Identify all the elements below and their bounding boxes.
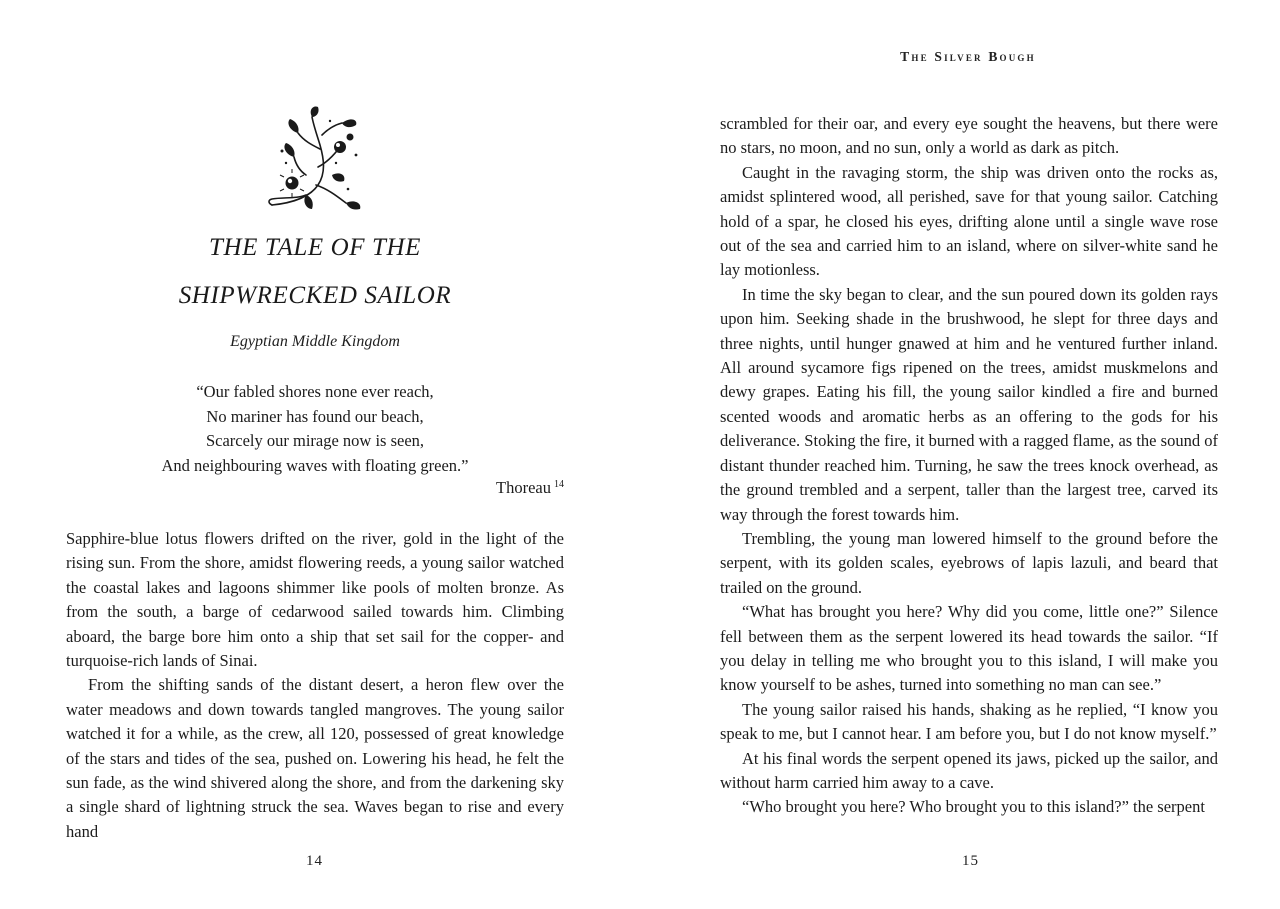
paragraph: The young sailor raised his hands, shaking as he replied, “I know you speak to me, but I cannot hear. I am before you, but I do not know myself.” [720,699,1218,744]
paragraph: Sapphire-blue lotus flowers drifted on the river, gold in the light of the rising sun. From the shore, amidst flowering reeds, a young sailor watched the coastal lakes and lagoons shimmer like pools of molten bronze. As from the south, a barge of cedarwood sailed towards him. Climbing aboard, the barge bore him onto a ship that set sail for the copper- and turquoise-rich lands of Sinai. [66,529,564,671]
footnote-reference[interactable]: 14 [554,479,564,490]
paragraph: Trembling, the young man lowered himself to the ground before the serpent, with its golden scales, eyebrows of lapis lazuli, and beard that trailed on the ground. [720,528,1218,597]
paragraph: In time the sky began to clear, and the sun poured down its golden rays upon him. Seeking shade in the brushwood, he slept for three days and three nights, until hunger gnawed at him and he ventured further inland. All around sycamore figs ripened on the trees, amidst muskmelons and dewy grapes. Eating his fill, the young sailor kindled a fire and burned scented woods and aromatic herbs as an offering to the gods for his deliverance. Stoking the fire, it burned with a ragged flame, as the sound of distant thunder reached him. Turning, he saw the trees knock overhead, as the ground trembled and a serpent, taller than the largest tree, carved its way through the forest towards him. [720,284,1218,524]
paragraph: scrambled for their oar, and every eye sought the heavens, but there were no stars, no moon, and no sun, only a world as dark as pitch. [720,114,1218,158]
left-page-body [66,527,564,844]
floral-branch-icon [262,105,372,215]
paragraph: At his final words the serpent opened its jaws, picked up the sailor, and without harm carried him away to a cave. [720,748,1218,792]
running-head: The Silver Bough [900,49,1036,64]
paragraph: From the shifting sands of the distant desert, a heron flew over the water meadows and down towards tangled mangroves. The young sailor watched it for a while, as the crew, all 120, possessed of great knowledge of the stars and tides of the sea, pushed on. Lowering his head, he felt the sun fade, as the wind shivered along the shore, and from the darkening sky a single shard of lightning struck the sea. Waves began to rise and every hand [66,675,564,841]
epigraph-line: Scarcely our mirage now is seen, [205,431,425,450]
epigraph-line: And neighbouring waves with floating green.” [161,455,469,475]
chapter-title-line-2: SHIPWRECKED SAILOR [178,282,452,309]
chapter-title-line-1: THE TALE OF THE [208,234,422,261]
paragraph: Caught in the ravaging storm, the ship was driven onto the rocks as, amidst splintered wood, all perished, save for that young sailor. Catching hold of a spar, he closed his eyes, drifting alone until a single wave rose out of the sea and carried him to an island, where on silver-white sand he lay motionless. [720,162,1218,280]
page-number: 15 [962,853,979,869]
chapter-title [66,224,564,320]
paragraph: “Who brought you here? Who brought you to this island?” the serpent [742,797,1205,817]
epigraph-line: “Our fabled shores none ever reach, [196,382,434,401]
chapter-subtitle: Egyptian Middle Kingdom [230,333,400,350]
paragraph: “What has brought you here? Why did you come, little one?” Silence fell between them as the serpent lowered its head towards the sailor. “If you delay in telling me who brought you to this island, I will make you know yourself to be ashes, turned into something no man can see.” [720,602,1218,695]
epigraph-author: Thoreau [496,478,551,497]
epigraph-attribution [496,478,564,498]
page-number: 14 [306,853,323,869]
right-page-body [720,112,1218,820]
right-page [640,0,1280,909]
epigraph [66,380,564,478]
epigraph-line: No mariner has found our beach, [206,406,424,426]
